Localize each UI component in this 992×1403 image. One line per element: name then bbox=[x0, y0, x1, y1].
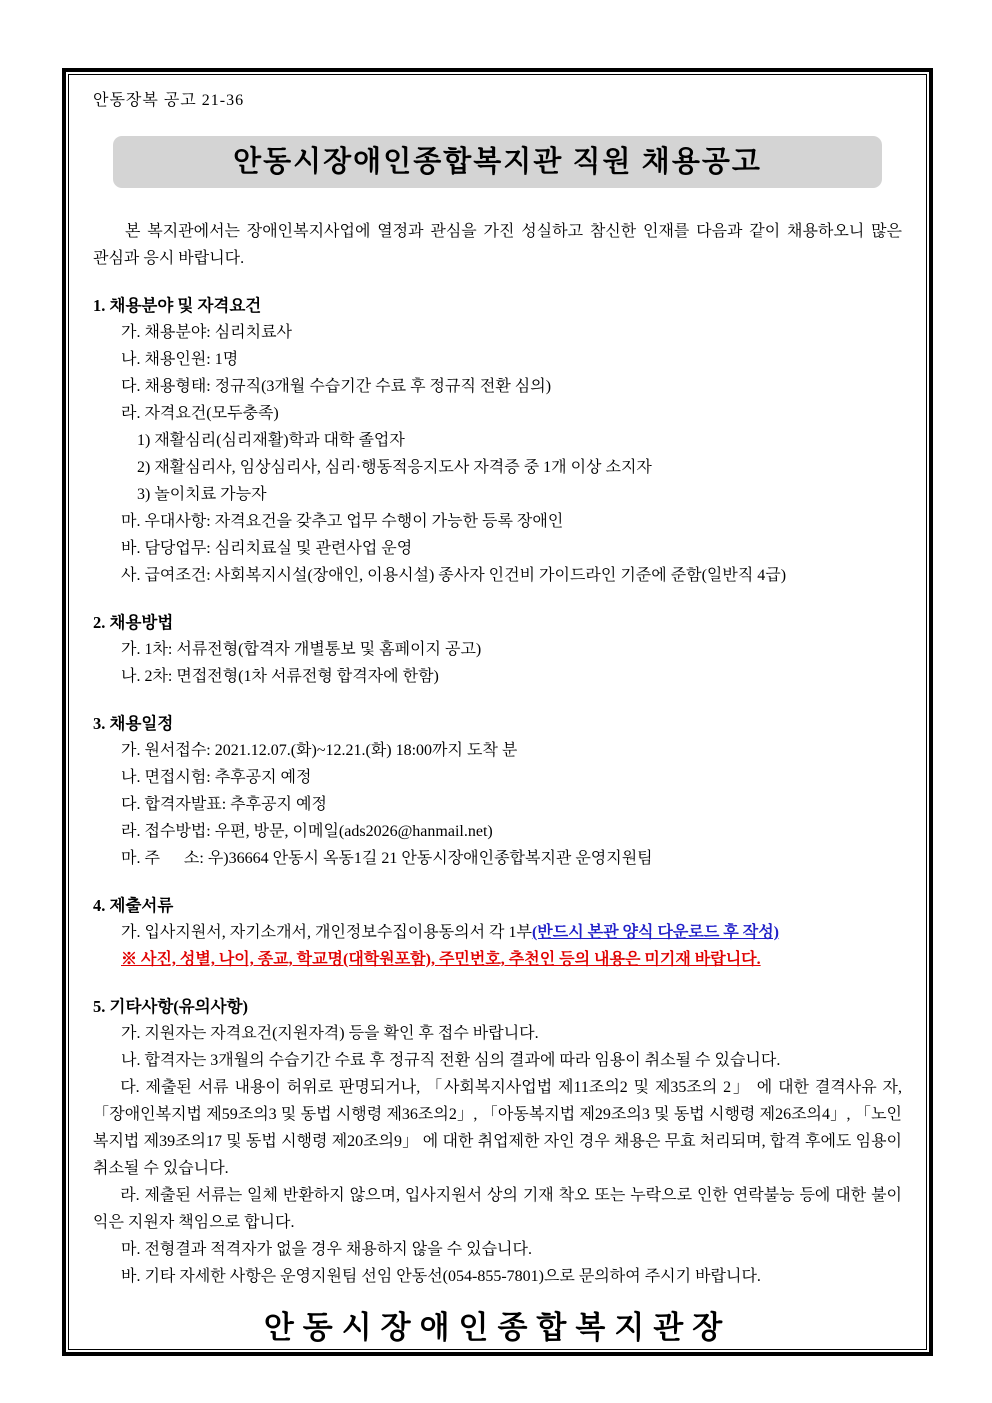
list-item: 나. 2차: 면접전형(1차 서류전형 합격자에 한함) bbox=[121, 668, 439, 685]
section-recruitment-method bbox=[93, 609, 902, 690]
section-recruitment-field bbox=[93, 292, 902, 589]
list-item: 바. 담당업무: 심리치료실 및 관련사업 운영 bbox=[121, 540, 413, 557]
section-heading: 2. 채용방법 bbox=[93, 613, 174, 632]
documents-privacy-note: ※ 사진, 성별, 나이, 종교, 학교명(대학원포함), 주민번호, 추천인 등의 내용은 미기재 바랍니다. bbox=[121, 951, 761, 968]
list-item: 마. 주 소: 우)36664 안동시 옥동1길 21 안동시장애인종합복지관 운영지원팀 bbox=[121, 850, 653, 867]
title-banner bbox=[113, 136, 882, 188]
list-item: 가. 지원자는 자격요건(지원자격) 등을 확인 후 접수 바랍니다. bbox=[121, 1025, 539, 1042]
list-item: 라. 자격요건(모두충족) bbox=[121, 405, 279, 422]
page-title: 안동시장애인종합복지관 직원 채용공고 bbox=[233, 145, 762, 178]
list-item: 바. 기타 자세한 사항은 운영지원팀 선임 안동선(054-855-7801)으로 문의하여 주시기 바랍니다. bbox=[121, 1268, 761, 1285]
list-item: 사. 급여조건: 사회복지시설(장애인, 이용시설) 종사자 인건비 가이드라인 기준에 준함(일반직 4급) bbox=[121, 567, 787, 584]
list-item: 나. 면접시험: 추후공지 예정 bbox=[121, 769, 312, 786]
section-documents bbox=[93, 892, 902, 973]
section-heading: 1. 채용분야 및 자격요건 bbox=[93, 296, 262, 315]
list-item: 가. 원서접수: 2021.12.07.(화)~12.21.(화) 18:00까지 도착 분 bbox=[121, 742, 518, 759]
intro-paragraph: 본 복지관에서는 장애인복지사업에 열정과 관심을 가진 성실하고 참신한 인재를 다음과 같이 채용하오니 많은 관심과 응시 바랍니다. bbox=[93, 223, 902, 267]
section-heading: 4. 제출서류 bbox=[93, 896, 174, 915]
list-item-paragraph: 다. 제출된 서류 내용이 허위로 판명되거나, 「사회복지사업법 제11조의2 및 제35조의 2」 에 대한 결격사유 자, 「장애인복지법 제59조의3 및 동법 시행령 제36조의2」, 「아동복지법 제29조의3 및 동법 시행령 제26조의4」, 「노인복지법 제39조의17 및 동법 시행령 제20조의9」 에 대한 취업제한 자인 경우 채용은 무효 처리되며, 합격 후에도 임용이 취소될 수 있습니다. bbox=[93, 1079, 902, 1177]
documents-download-note: (반드시 본관 양식 다운로드 후 작성) bbox=[531, 924, 779, 941]
list-item: 나. 합격자는 3개월의 수습기간 수료 후 정규직 전환 심의 결과에 따라 임용이 취소될 수 있습니다. bbox=[121, 1052, 781, 1069]
page-border bbox=[62, 68, 933, 1356]
list-subitem: 3) 놀이치료 가능자 bbox=[137, 486, 267, 503]
list-item: 다. 채용형태: 정규직(3개월 수습기간 수료 후 정규직 전환 심의) bbox=[121, 378, 552, 395]
list-item-paragraph: 라. 제출된 서류는 일체 반환하지 않으며, 입사지원서 상의 기재 착오 또는 누락으로 인한 연락불능 등에 대한 불이익은 지원자 책임으로 합니다. bbox=[93, 1187, 902, 1231]
list-subitem: 1) 재활심리(심리재활)학과 대학 졸업자 bbox=[137, 432, 405, 449]
page-border-inner bbox=[68, 74, 927, 1350]
section-heading: 5. 기타사항(유의사항) bbox=[93, 997, 249, 1016]
section-heading: 3. 채용일정 bbox=[93, 714, 174, 733]
list-item: 라. 접수방법: 우편, 방문, 이메일(ads2026@hanmail.net) bbox=[121, 823, 493, 840]
notice-number: 안동장복 공고 21-36 bbox=[93, 92, 245, 109]
documents-text: 가. 입사지원서, 자기소개서, 개인정보수집이용동의서 각 1부 bbox=[121, 924, 532, 941]
list-item: 나. 채용인원: 1명 bbox=[121, 351, 239, 368]
list-subitem: 2) 재활심리사, 임상심리사, 심리·행동적응지도사 자격증 중 1개 이상 소지자 bbox=[137, 459, 652, 476]
list-item: 가. 채용분야: 심리치료사 bbox=[121, 324, 293, 341]
list-item: 다. 합격자발표: 추후공지 예정 bbox=[121, 796, 327, 813]
list-item: 마. 전형결과 적격자가 없을 경우 채용하지 않을 수 있습니다. bbox=[121, 1241, 532, 1258]
section-schedule bbox=[93, 710, 902, 872]
list-item: 마. 우대사항: 자격요건을 갖추고 업무 수행이 가능한 등록 장애인 bbox=[121, 513, 564, 530]
list-item-documents bbox=[93, 919, 902, 946]
section-other-notes bbox=[93, 993, 902, 1290]
signature: 안동시장애인종합복지관장 bbox=[263, 1310, 732, 1345]
document-content bbox=[69, 75, 926, 1345]
list-item: 가. 1차: 서류전형(합격자 개별통보 및 홈페이지 공고) bbox=[121, 641, 482, 658]
